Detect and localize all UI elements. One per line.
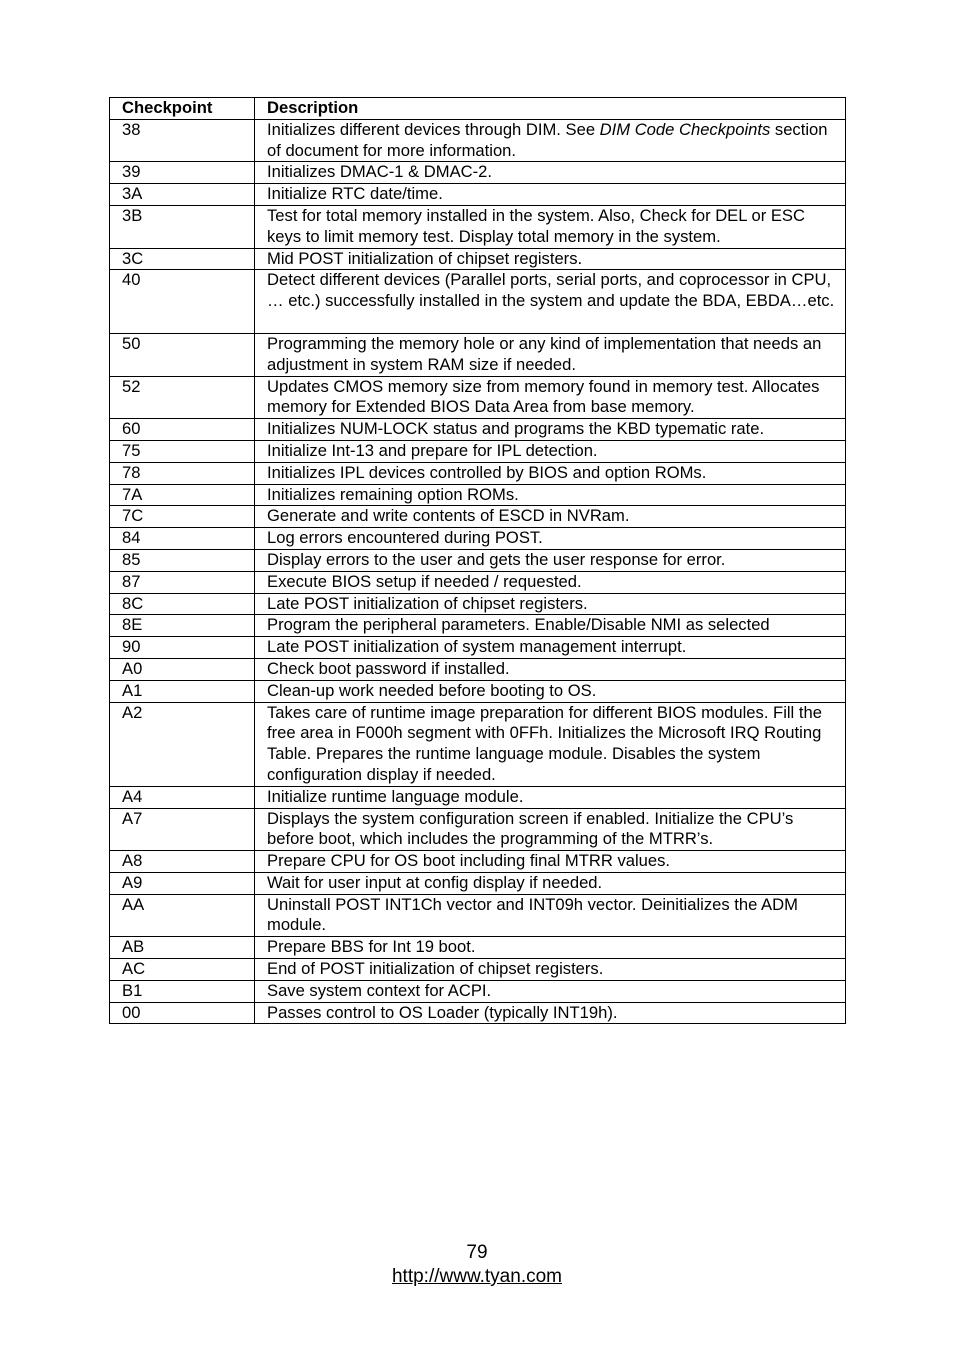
- checkpoint-code: 60: [110, 419, 255, 441]
- checkpoint-code: 8E: [110, 615, 255, 637]
- table-row: [110, 872, 846, 894]
- checkpoint-code: 00: [110, 1002, 255, 1024]
- checkpoint-description: Programming the memory hole or any kind of implementation that needs an adjustment in system RAM size if needed.: [255, 333, 846, 376]
- page-footer: [0, 1241, 954, 1289]
- table-row: [110, 184, 846, 206]
- column-header-description: Description: [255, 98, 846, 120]
- checkpoint-description: Execute BIOS setup if needed / requested.: [255, 571, 846, 593]
- checkpoint-code: 90: [110, 637, 255, 659]
- page-number: 79: [466, 1242, 488, 1263]
- table-row: [110, 333, 846, 376]
- checkpoint-description: Test for total memory installed in the system. Also, Check for DEL or ESC keys to limit memory test. Display total memory in the system.: [255, 205, 846, 248]
- checkpoint-code: 3A: [110, 184, 255, 206]
- checkpoint-code: 50: [110, 333, 255, 376]
- footer-url-link[interactable]: http://www.tyan.com: [391, 1266, 562, 1287]
- table-row: [110, 571, 846, 593]
- checkpoint-code: A9: [110, 872, 255, 894]
- checkpoint-code: AB: [110, 937, 255, 959]
- table-row: [110, 506, 846, 528]
- checkpoint-code: 7C: [110, 506, 255, 528]
- checkpoint-code: 75: [110, 440, 255, 462]
- checkpoint-code: A1: [110, 680, 255, 702]
- table-row: [110, 894, 846, 937]
- checkpoint-description: Late POST initialization of chipset registers.: [255, 593, 846, 615]
- checkpoint-code: 3B: [110, 205, 255, 248]
- table-row: [110, 637, 846, 659]
- checkpoint-code: 84: [110, 528, 255, 550]
- description-text: section of document for more information.: [267, 119, 828, 160]
- checkpoint-code: AA: [110, 894, 255, 937]
- table-header-row: [110, 98, 846, 120]
- checkpoint-description: Updates CMOS memory size from memory found in memory test. Allocates memory for Extended BIOS Data Area from base memory.: [255, 376, 846, 419]
- table-row: [110, 808, 846, 851]
- checkpoint-code: 85: [110, 549, 255, 571]
- table-row: [110, 593, 846, 615]
- checkpoint-description: Initializes DMAC-1 & DMAC-2.: [255, 162, 846, 184]
- table-row: [110, 270, 846, 334]
- table-row: [110, 658, 846, 680]
- checkpoint-code: 8C: [110, 593, 255, 615]
- description-reference: DIM Code Checkpoints: [599, 119, 771, 139]
- table-row: [110, 528, 846, 550]
- checkpoint-description: Prepare BBS for Int 19 boot.: [255, 937, 846, 959]
- table-row: [110, 959, 846, 981]
- table-row: [110, 376, 846, 419]
- checkpoint-code: 87: [110, 571, 255, 593]
- checkpoint-description: Passes control to OS Loader (typically INT19h).: [255, 1002, 846, 1024]
- table-row: [110, 980, 846, 1002]
- table-row: [110, 119, 846, 162]
- checkpoint-description: Initialize Int-13 and prepare for IPL detection.: [255, 440, 846, 462]
- checkpoint-description: Displays the system configuration screen if enabled. Initialize the CPU’s before boot, which includes the programming of the MTRR’s.: [255, 808, 846, 851]
- checkpoint-description: Uninstall POST INT1Ch vector and INT09h vector. Deinitializes the ADM module.: [255, 894, 846, 937]
- checkpoint-description: Initialize RTC date/time.: [255, 184, 846, 206]
- checkpoint-description: Initializes IPL devices controlled by BIOS and option ROMs.: [255, 462, 846, 484]
- table-row: [110, 702, 846, 786]
- checkpoint-description: Takes care of runtime image preparation for different BIOS modules. Fill the free area in F000h segment with 0FFh. Initializes the Microsoft IRQ Routing Table. Prepares the runtime language module. Disables the system configuration display if needed.: [255, 702, 846, 786]
- checkpoint-table: [109, 97, 846, 1024]
- table-row: [110, 549, 846, 571]
- table-row: [110, 680, 846, 702]
- table-row: [110, 419, 846, 441]
- checkpoint-description: Detect different devices (Parallel ports, serial ports, and coprocessor in CPU, … etc.) successfully installed in the system and update the BDA, EBDA…etc.: [255, 270, 846, 334]
- checkpoint-code: 78: [110, 462, 255, 484]
- checkpoint-code: AC: [110, 959, 255, 981]
- table-row: [110, 462, 846, 484]
- checkpoint-description: Late POST initialization of system management interrupt.: [255, 637, 846, 659]
- checkpoint-code: A2: [110, 702, 255, 786]
- table-row: [110, 162, 846, 184]
- description-text: Initializes different devices through DIM. See: [267, 119, 600, 139]
- checkpoint-code: A0: [110, 658, 255, 680]
- checkpoint-code: B1: [110, 980, 255, 1002]
- checkpoint-description: Program the peripheral parameters. Enable/Disable NMI as selected: [255, 615, 846, 637]
- table-row: [110, 786, 846, 808]
- checkpoint-code: 40: [110, 270, 255, 334]
- checkpoint-code: A8: [110, 851, 255, 873]
- checkpoint-description: [255, 119, 846, 162]
- table-row: [110, 1002, 846, 1024]
- checkpoint-description: End of POST initialization of chipset registers.: [255, 959, 846, 981]
- table-row: [110, 484, 846, 506]
- table-row: [110, 937, 846, 959]
- checkpoint-code: 52: [110, 376, 255, 419]
- checkpoint-code: 38: [110, 119, 255, 162]
- checkpoint-description: Wait for user input at config display if needed.: [255, 872, 846, 894]
- table-row: [110, 440, 846, 462]
- checkpoint-description: Log errors encountered during POST.: [255, 528, 846, 550]
- column-header-checkpoint: Checkpoint: [110, 98, 255, 120]
- checkpoint-code: 7A: [110, 484, 255, 506]
- checkpoint-description: Initialize runtime language module.: [255, 786, 846, 808]
- checkpoint-description: Initializes NUM-LOCK status and programs the KBD typematic rate.: [255, 419, 846, 441]
- checkpoint-description: Save system context for ACPI.: [255, 980, 846, 1002]
- checkpoint-code: A4: [110, 786, 255, 808]
- checkpoint-code: A7: [110, 808, 255, 851]
- table-row: [110, 615, 846, 637]
- checkpoint-description: Clean-up work needed before booting to OS.: [255, 680, 846, 702]
- checkpoint-description: Generate and write contents of ESCD in NVRam.: [255, 506, 846, 528]
- table-row: [110, 205, 846, 248]
- checkpoint-code: 39: [110, 162, 255, 184]
- table-row: [110, 851, 846, 873]
- checkpoint-description: Check boot password if installed.: [255, 658, 846, 680]
- checkpoint-code: 3C: [110, 248, 255, 270]
- checkpoint-description: Display errors to the user and gets the user response for error.: [255, 549, 846, 571]
- checkpoint-description: Mid POST initialization of chipset registers.: [255, 248, 846, 270]
- checkpoint-description: Prepare CPU for OS boot including final MTRR values.: [255, 851, 846, 873]
- checkpoint-description: Initializes remaining option ROMs.: [255, 484, 846, 506]
- checkpoint-table-container: [109, 97, 845, 1024]
- table-row: [110, 248, 846, 270]
